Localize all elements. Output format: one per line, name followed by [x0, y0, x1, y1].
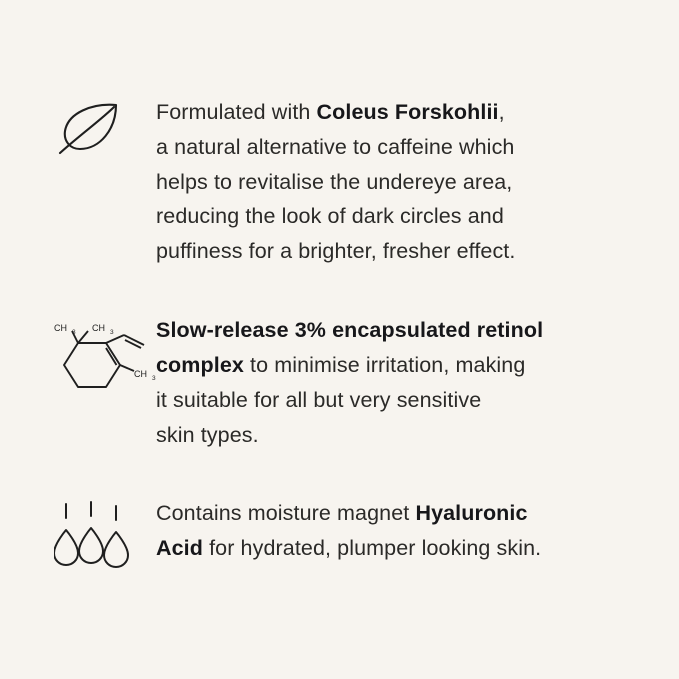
- feature-list: [48, 95, 619, 578]
- text-segment-bold: Hyaluronic: [415, 501, 528, 526]
- methyl-label: CH: [54, 323, 67, 334]
- text-segment: Contains moisture magnet: [156, 501, 416, 526]
- text-segment-bold: complex: [156, 352, 244, 377]
- feature-text: [156, 496, 619, 566]
- feature-icon-container: [48, 496, 156, 578]
- feature-line: reducing the look of dark circles and: [156, 204, 504, 229]
- feature-item-coleus-forskohlii: [48, 95, 619, 269]
- feature-line: helps to revitalise the undereye area,: [156, 169, 513, 194]
- text-segment-bold: Slow-release 3% encapsulated retinol: [156, 318, 544, 343]
- feature-item-retinol-complex: [48, 313, 619, 452]
- text-segment-bold: Coleus Forskohlii: [316, 100, 499, 124]
- feature-line: [156, 531, 619, 566]
- feature-item-hyaluronic-acid: [48, 496, 619, 578]
- feature-text: [156, 95, 619, 269]
- water-drops-icon: [54, 500, 140, 578]
- methyl-label: CH: [92, 323, 105, 334]
- text-segment: for hydrated, plumper looking skin.: [203, 536, 542, 561]
- feature-line: skin types.: [156, 422, 259, 447]
- leaf-icon: [58, 101, 122, 157]
- methyl-label: CH: [134, 369, 147, 380]
- feature-icon-container: [48, 313, 156, 401]
- feature-line: it suitable for all but very sensitive: [156, 387, 482, 412]
- svg-text:3: 3: [152, 375, 156, 383]
- text-segment: to minimise irritation, making: [243, 352, 526, 377]
- feature-line: [156, 496, 619, 531]
- feature-text: [156, 313, 619, 452]
- retinol-molecule-icon: [48, 321, 156, 401]
- feature-line: [156, 348, 619, 383]
- feature-line: [156, 313, 619, 348]
- text-segment: Formulated with: [156, 100, 317, 124]
- text-segment: ,: [498, 100, 505, 124]
- feature-icon-container: [48, 95, 156, 157]
- text-segment-bold: Acid: [156, 536, 203, 561]
- svg-text:3: 3: [72, 329, 76, 337]
- feature-line: puffiness for a brighter, fresher effect.: [156, 239, 516, 264]
- feature-line: [156, 95, 619, 130]
- feature-line: a natural alternative to caffeine which: [156, 134, 515, 159]
- svg-text:3: 3: [110, 329, 114, 337]
